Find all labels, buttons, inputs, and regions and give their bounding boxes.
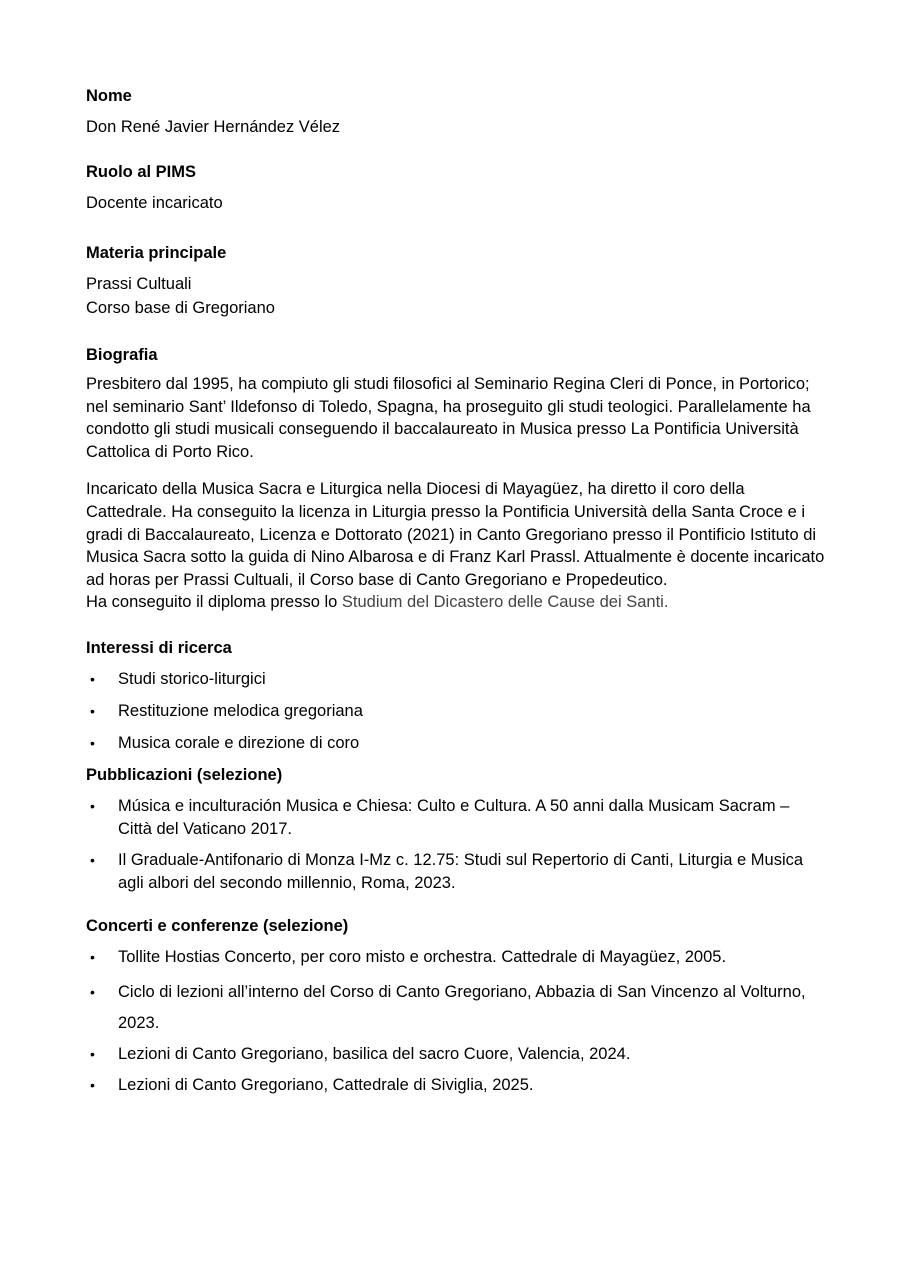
interessi-list [86,668,826,755]
materia-heading: Materia principale [86,244,227,262]
ruolo-value: Docente incaricato [86,194,223,212]
list-item: • Ciclo di lezioni all’interno del Corso di Canto Gregoriano, Abbazia di San Vincenzo al Volturno, 2023. [86,977,826,1039]
bullet-icon: • [90,797,95,814]
document-page [86,84,826,1101]
materia-value-1: Prassi Cultuali [86,275,192,293]
ruolo-heading: Ruolo al PIMS [86,163,197,181]
nome-heading: Nome [86,87,132,105]
biografia-diploma-text: Ha conseguito il diploma presso lo [86,593,342,612]
pubblicazioni-heading: Pubblicazioni (selezione) [86,765,283,784]
list-item: • Música e inculturación Musica e Chiesa: Culto e Cultura. A 50 anni dalla Musicam Sacram – Città del Vaticano 2017. [90,796,790,838]
bullet-icon: • [90,670,95,687]
materia-value-2: Corso base di Gregoriano [86,299,275,317]
list-item: • Il Graduale-Antifonario di Monza I-Mz c. 12.75: Studi sul Repertorio di Canti, Liturgia e Musica agli albori del secondo millennio, Roma, 2023. [90,850,804,892]
bullet-icon: • [90,1076,95,1093]
pubblicazioni-list [86,795,826,895]
interessi-heading: Interessi di ricerca [86,638,232,657]
list-item: • Musica corale e direzione di coro [86,732,826,755]
bullet-icon: • [90,851,95,868]
biografia-heading: Biografia [86,346,158,364]
concerti-list [86,946,826,1101]
bullet-icon: • [90,734,95,751]
bullet-icon: • [90,983,95,1000]
nome-value: Don René Javier Hernández Vélez [86,118,341,136]
biografia-paragraph-2: Incaricato della Musica Sacra e Liturgica nella Diocesi di Mayagüez, ha diretto il coro della Cattedrale. Ha conseguito la licenza in Liturgia presso la Pontificia Università della Santa Croce e i gradi di Baccalaureato, Licenza e Dottorato (2021) in Canto Gregoriano presso il Pontificio Istituto di Musica Sacra sotto la guida di Nino Albarosa e di Franz Karl Prassl. Attualmente è docente incaricato ad horas per Prassi Cultuali, il Corso base di Canto Gregoriano e Propedeutico. [86,480,825,589]
list-item: • Studi storico-liturgici [86,668,826,691]
list-item: • Lezioni di Canto Gregoriano, Cattedrale di Siviglia, 2025. [86,1070,826,1101]
biografia-paragraph-1: Presbitero dal 1995, ha compiuto gli studi filosofici al Seminario Regina Cleri di Ponce, in Portorico; nel seminario Sant’ Ildefonso di Toledo, Spagna, ha proseguito gli studi teologici. Parallelamente ha condotto gli studi musicali conseguendo il baccalaureato in Musica presso La Pontificia Università Cattolica di Porto Rico. [86,375,811,461]
list-item: • Lezioni di Canto Gregoriano, basilica del sacro Cuore, Valencia, 2024. [86,1039,826,1070]
concerti-heading: Concerti e conferenze (selezione) [86,916,349,935]
biografia-paragraph-3 [86,591,826,614]
bullet-icon: • [90,948,95,965]
bullet-icon: • [90,702,95,719]
bullet-icon: • [90,1045,95,1062]
studium-link[interactable]: Studium del Dicastero delle Cause dei Santi. [341,593,669,612]
list-item: • Tollite Hostias Concerto, per coro misto e orchestra. Cattedrale di Mayagüez, 2005. [86,946,826,969]
list-item: • Restituzione melodica gregoriana [86,700,826,723]
